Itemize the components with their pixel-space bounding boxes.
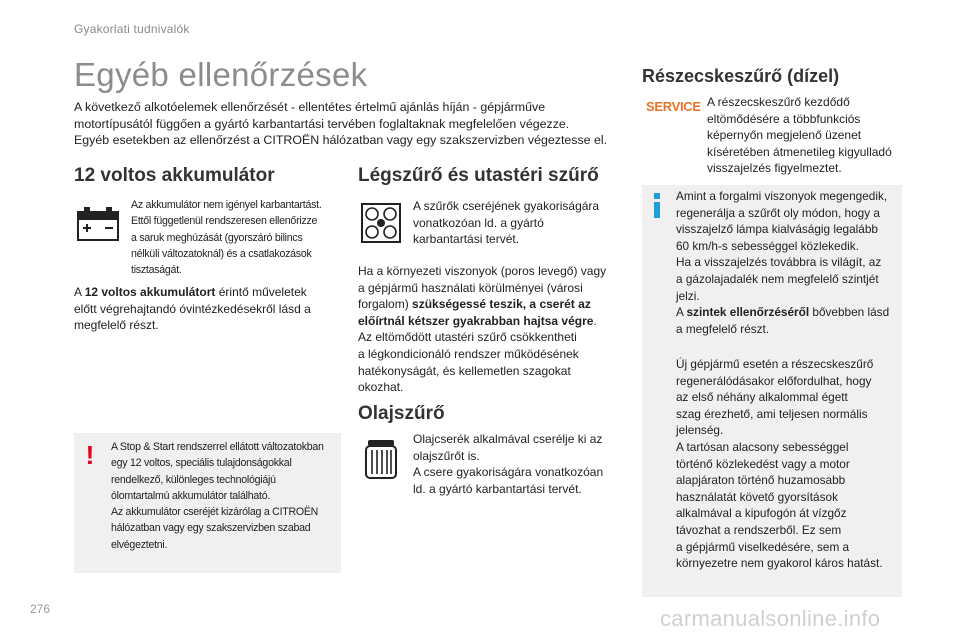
info-line: visszajelző lámpa kialváságig legalább (676, 222, 878, 237)
warning-line: Az akkumulátor cseréjét kizárólag a CITROËN (111, 506, 319, 519)
oil-filter-line: ld. a gyártó karbantartási tervét. (413, 481, 582, 496)
info-line: környezetre nem gyakorol káros hatást. (676, 556, 883, 571)
intro-line: A következő alkotóelemek ellenőrzését - ellentétes értelmű ajánlás híján - gépjárműve (74, 100, 546, 114)
particle-line: képernyőn megjelenő üzenet (707, 128, 862, 143)
air-para-pre: forgalom) (358, 297, 413, 312)
info-line: történő közlekedést vagy a motor (676, 456, 850, 471)
section-header: Gyakorlati tudnivalók (74, 22, 190, 36)
air-filter-paragraph (358, 263, 628, 396)
air-filter-line: A szűrők cseréjének gyakoriságára (413, 199, 600, 213)
intro-line: Egyéb esetekben az ellenőrzést a CITROËN hálózatban vagy egy szakszervizben végeztesse el. (74, 133, 608, 147)
air-para-bold: előírtnál kétszer gyakrabban hajtsa végre (358, 313, 594, 328)
warning-line: hálózatban vagy egy szakszervizben szabad (111, 522, 311, 535)
oil-filter-heading: Olajszűrő (358, 403, 445, 424)
info-line: a gázolajadalék nem megfelelő szintjét (676, 271, 879, 286)
battery-text-line: Az akkumulátor nem igényel karbantartást. (131, 199, 322, 211)
oil-filter-line: olajszűrőt is. (413, 448, 480, 463)
battery-text-line: a saruk meghúzását (gyorszáró bilincs (131, 231, 303, 244)
particle-info-box (642, 185, 902, 597)
oil-filter-text (413, 431, 628, 497)
info-line: Új gépjármű esetén a részecskeszűrő (676, 357, 874, 371)
info-line: alkalmával a kipufogón át vízgőz (676, 506, 847, 521)
air-para-line: hatékonyságát, és kellemetlen szagokat (358, 363, 571, 378)
info-line: A tartósan alacsony sebességgel (676, 439, 849, 454)
battery-ref-line: előtt végrehajtandó óvintézkedésekről lásd a (74, 301, 311, 316)
air-filter-heading: Légszűrő és utastéri szűrő (358, 165, 599, 186)
battery-warning-box (74, 433, 341, 573)
air-para-line: a gépjármű használati körülményei (városi (358, 280, 583, 295)
battery-text-line: Ettől függetlenül rendszeresen ellenőrizze (131, 215, 318, 228)
page-title: Egyéb ellenőrzések (74, 56, 368, 93)
info-line: jelzi. (676, 288, 700, 303)
intro-text (74, 99, 619, 149)
warning-line: A Stop & Start rendszerrel ellátott változatokban (111, 441, 324, 453)
info-line: a megfelelő részt. (676, 321, 770, 336)
info-line: az első néhány alkalommal égett (676, 390, 848, 405)
air-filter-line: karbantartási tervét. (413, 232, 520, 247)
info-text-2 (676, 356, 900, 572)
info-pre: A (676, 305, 687, 320)
air-para-post: . (593, 313, 597, 328)
warning-line: rendelkező, különleges technológiájú (111, 473, 276, 486)
air-para-bold: szükségessé teszik, a cserét az (412, 297, 591, 312)
page-number: 276 (30, 602, 51, 616)
battery-text (131, 197, 341, 278)
battery-text-line: tisztaságát. (131, 264, 182, 277)
particle-line: visszajelzés figyelmeztet. (707, 161, 842, 176)
battery-heading: 12 voltos akkumulátor (74, 165, 275, 186)
info-line: Amint a forgalmi viszonyok megengedik, (676, 189, 888, 203)
info-line: regenerálja a szűrőt oly módon, hogy a (676, 205, 880, 220)
service-icon (642, 95, 700, 121)
battery-text-line: nélküli változatoknál) és a csatlakozások (131, 247, 312, 260)
particle-line: kíséretében átmenetileg kigyulladó (707, 144, 892, 159)
info-line: szag érezhető, ami teljesen normális (676, 406, 868, 421)
air-para-line: Ha a környezeti viszonyok (poros levegő) vagy (358, 264, 607, 278)
particle-line: eltömődésére a többfunkciós (707, 111, 861, 126)
info-line: a gépjármű viselkedésére, sem a (676, 539, 850, 554)
air-para-line: okozhat. (358, 380, 404, 395)
info-line: használatát követő gyorsítások (676, 489, 838, 504)
battery-icon (74, 200, 122, 246)
oil-filter-line: A csere gyakoriságára vonatkozóan (413, 465, 604, 480)
oil-filter-icon (358, 436, 404, 482)
particle-filter-heading: Részecskeszűrő (dízel) (642, 66, 840, 86)
exclamation-icon: ! (85, 440, 95, 470)
info-post: bővebben lásd (809, 305, 890, 320)
battery-warning-text (111, 439, 339, 553)
battery-reference (74, 284, 344, 334)
info-text-1 (676, 188, 900, 337)
battery-ref-line: megfelelő részt. (74, 318, 159, 333)
air-filter-line: vonatkozóan ld. a gyártó (413, 215, 544, 230)
warning-line: ólomtartalmú akkumulátor található. (111, 489, 271, 502)
battery-ref-post: érintő műveletek (215, 285, 307, 299)
info-line: jelenség. (676, 423, 724, 438)
info-bold: szintek ellenőrzéséről (686, 305, 810, 320)
particle-line: A részecskeszűrő kezdődő (707, 95, 850, 109)
air-filter-icon (358, 200, 404, 246)
warning-line: elvégeztetni. (111, 538, 168, 551)
battery-ref-bold: 12 voltos akkumulátort (84, 285, 216, 299)
info-line: regenerálódásakor előfordulhat, hogy (676, 373, 872, 388)
intro-line: motortípusától függően a gyártó karbantartási tervében foglaltaknak megfelelően végezze. (74, 116, 570, 131)
info-line: Ha a visszajelzés továbbra is világít, az (676, 255, 882, 270)
particle-filter-text (707, 94, 907, 177)
info-icon (652, 193, 662, 219)
battery-ref-pre: A (74, 285, 85, 299)
air-para-line: Az eltömődött utastéri szűrő csökkentheti (358, 330, 577, 345)
watermark: carmanualsonline.info (660, 606, 881, 631)
warning-line: egy 12 voltos, speciális tulajdonságokkal (111, 457, 292, 470)
info-line: alapjáraton történő huzamosabb (676, 473, 846, 488)
air-para-line: a légkondicionáló rendszer működésének (358, 346, 579, 361)
air-filter-text (413, 198, 623, 248)
info-line: távozhat a rendszerből. Ez sem (676, 522, 842, 537)
oil-filter-line: Olajcserék alkalmával cserélje ki az (413, 432, 603, 446)
service-label: SERVICE (646, 99, 701, 114)
info-line: 60 km/h-s sebességgel közlekedik. (676, 238, 859, 253)
